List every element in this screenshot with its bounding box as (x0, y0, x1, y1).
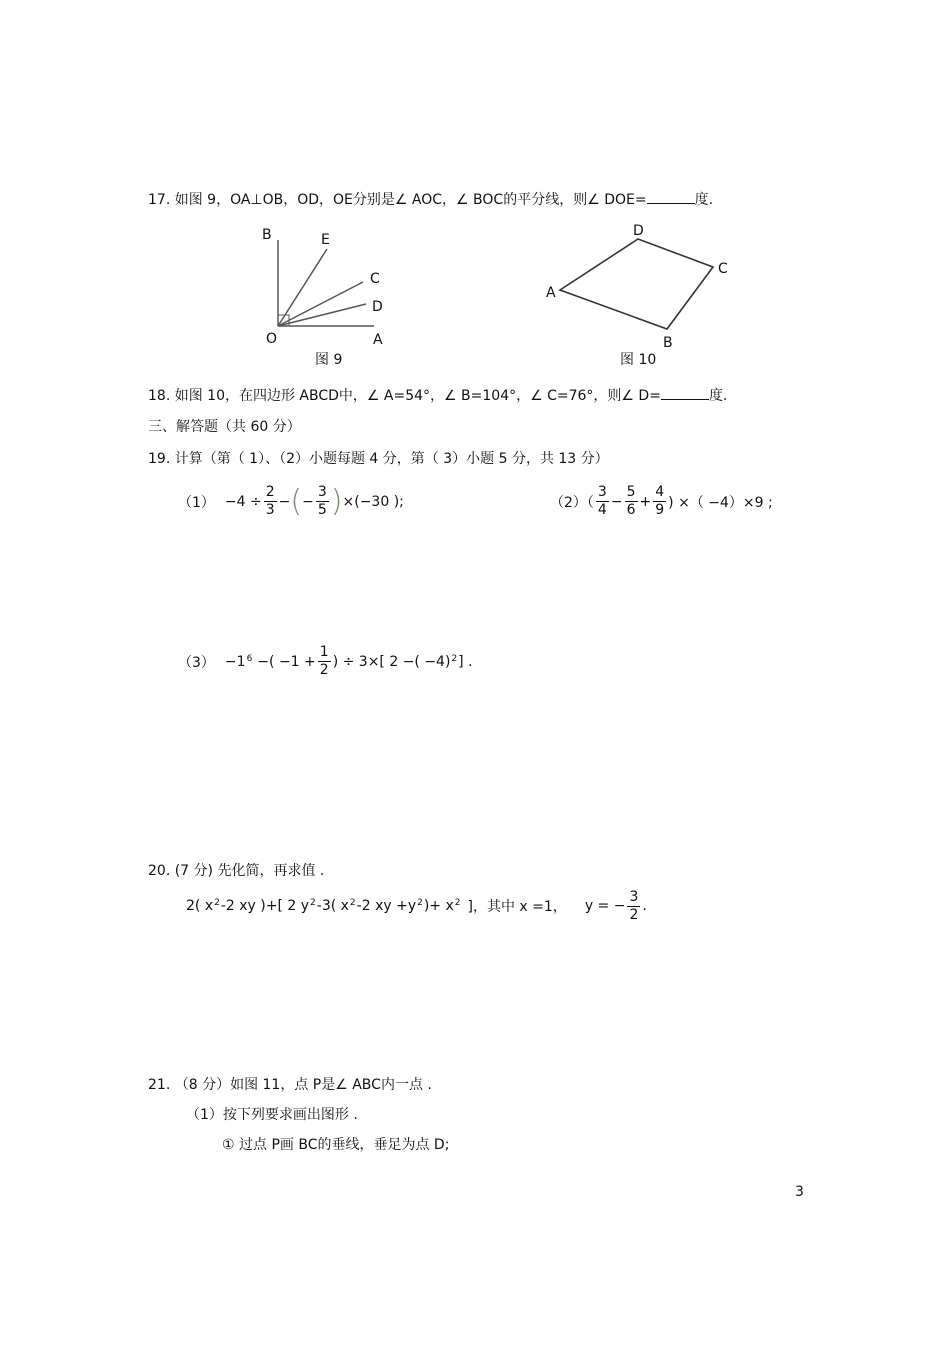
numerator: 1 (319, 644, 329, 660)
q20-exp2: 2 (310, 898, 316, 908)
q21-sub1: （1）按下列要求画出图形 . (186, 1107, 358, 1123)
q20-e: )+ x (423, 898, 454, 914)
label-d: D (633, 223, 644, 239)
q20-exp1: 2 (214, 898, 220, 908)
label-a: A (373, 332, 383, 348)
label-e: E (321, 232, 330, 248)
numerator: 2 (265, 484, 275, 500)
q19-part3 (178, 644, 473, 679)
q19-p2-label: （2）（ (550, 494, 594, 511)
question-18 (148, 386, 727, 405)
q20-b: -2 xy )+[ 2 y (220, 898, 310, 914)
label-b: B (663, 335, 673, 351)
q19-part1 (178, 484, 404, 519)
label-c: C (718, 261, 728, 277)
section-title: 三、解答题（共 60 分） (148, 419, 301, 435)
denominator: 3 (265, 502, 275, 518)
q19-p1-frac1 (264, 484, 277, 519)
q20-y-frac (627, 889, 640, 924)
numerator: 5 (626, 484, 636, 500)
q20-d: -2 xy +y (356, 898, 417, 914)
q19-p2-frac1 (596, 484, 609, 519)
denominator: 2 (319, 662, 329, 678)
label-c: C (370, 271, 380, 287)
q18-suffix: 度. (708, 388, 728, 404)
q19-p2-frac3 (653, 484, 666, 519)
right-paren-icon: ) (330, 483, 343, 519)
denominator: 5 (317, 502, 327, 518)
q19-p3-a: −1 (224, 653, 246, 670)
q19-p1-a: −4 ÷ (224, 493, 262, 510)
q19-p3-d: ] . (458, 653, 473, 670)
q19-p3-b: −( −1 + (257, 653, 316, 670)
q20-exp3: 2 (349, 898, 356, 908)
q19-part2 (550, 484, 773, 519)
q19-p2-m2: + (639, 493, 652, 510)
q19-p3-exp: 6 (246, 653, 253, 664)
denominator: 6 (626, 502, 636, 518)
quadrilateral-abcd (560, 239, 713, 329)
q20-exp4: 2 (417, 898, 423, 908)
fig9-caption: 图 9 (315, 352, 343, 368)
q19-p3-label: （3） (178, 654, 215, 671)
q19-p2-tail: ) ×（ −4）×9 ; (668, 494, 773, 511)
q19-p3-c: ) ÷ 3×[ 2 −( −4) (332, 653, 451, 670)
denominator: 9 (655, 502, 665, 518)
q19-p1-label: （1） (178, 494, 215, 511)
numerator: 4 (655, 484, 665, 500)
q19-p3-exp2: 2 (451, 653, 458, 664)
label-o: O (266, 331, 278, 347)
numerator: 3 (629, 888, 639, 905)
q19-p1-frac2 (316, 484, 329, 519)
denominator: 2 (629, 906, 639, 923)
q20-c: -3( x (316, 898, 349, 914)
q20-a: 2( x (186, 898, 214, 914)
q20-y: y = − (584, 898, 626, 914)
q17-text: 17. 如图 9，OA⊥OB，OD，OE分别是∠ AOC，∠ BOC的平分线，则∠ DOE= (148, 192, 647, 208)
question-19-title: 19. 计算（第（ 1）、（2）小题每题 4 分，第（ 3）小题 5 分，共 13 分） (148, 451, 609, 467)
q18-text: 18. 如图 10，在四边形 ABCD中，∠ A=54°，∠ B=104°，∠ C=76°，则∠ D= (148, 388, 661, 404)
label-a: A (546, 285, 556, 301)
ray-oe (278, 249, 327, 326)
q20-exp5: 2 (454, 898, 461, 908)
q18-answer-blank (661, 386, 709, 400)
q19-p2-frac2 (625, 484, 638, 519)
q20-f: ]，其中 x =1， (467, 899, 567, 915)
ray-oc (278, 282, 363, 326)
left-paren-icon: ( (290, 483, 303, 519)
fig10-caption: 图 10 (620, 352, 657, 368)
label-d: D (372, 299, 383, 315)
question-17 (148, 190, 713, 209)
numerator: 3 (317, 484, 327, 500)
q21-item1: ① 过点 P画 BC的垂线，垂足为点 D; (222, 1137, 450, 1153)
q19-p3-frac (318, 644, 331, 679)
figure-10 (540, 222, 750, 372)
q19-p1-minus: − (278, 493, 291, 510)
numerator: 3 (597, 484, 607, 500)
q20-end: . (642, 898, 647, 914)
q17-suffix: 度. (694, 192, 714, 208)
page-number: 3 (795, 1184, 804, 1200)
question-21-title: 21. （8 分）如图 11，点 P是∠ ABC内一点 . (148, 1077, 432, 1093)
denominator: 4 (597, 502, 607, 518)
figure-9 (250, 222, 400, 372)
question-20-title: 20. (7 分) 先化简，再求值 . (148, 863, 325, 879)
q19-p1-tail: ×(−30 ); (342, 493, 404, 510)
q17-answer-blank (647, 190, 695, 204)
label-b: B (262, 227, 272, 243)
q19-p2-m1: − (610, 493, 623, 510)
ray-od (278, 304, 366, 326)
q19-p1-f2sign: − (302, 493, 314, 510)
q20-expression (186, 884, 647, 928)
